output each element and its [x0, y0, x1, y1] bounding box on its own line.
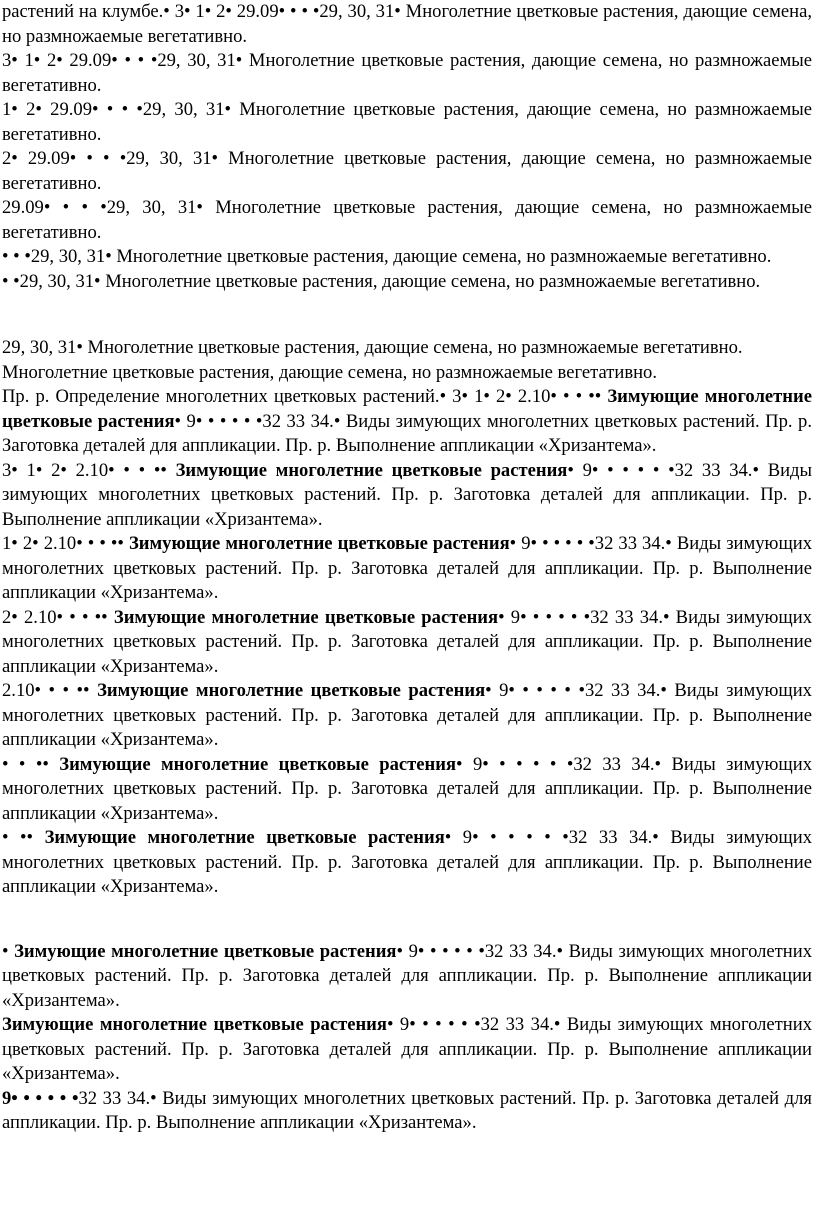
paragraph-1: растений на клумбе.• 3• 1• 2• 29.09• • • •29, 30, 31• Многолетние цветковые растения, дающие семена, но размножаемые вегетативно.: [2, 1, 812, 47]
paragraph-18: [2, 1013, 812, 1087]
paragraph-19-heading: 9• • • • • •: [2, 1087, 79, 1109]
paragraph-17-heading: Зимующие многолетние цветковые растения: [14, 940, 397, 962]
paragraph-3: 1• 2• 29.09• • • •29, 30, 31• Многолетние цветковые растения, дающие семена, но размножаемые вегетативно.: [2, 99, 812, 145]
paragraph-7: • •29, 30, 31• Многолетние цветковые растения, дающие семена, но размножаемые вегетативно.: [2, 270, 761, 292]
paragraph-9: Многолетние цветковые растения, дающие семена, но размножаемые вегетативно.: [2, 361, 657, 383]
paragraph-12-heading: Зимующие многолетние цветковые растения: [128, 533, 510, 554]
paragraph-10-pre: Пр. р. Определение многолетних цветковых растений.• 3• 1• 2• 2.10• • • ••: [2, 386, 608, 407]
paragraph-2: 3• 1• 2• 29.09• • • •29, 30, 31• Многолетние цветковые растения, дающие семена, но размножаемые вегетативно.: [2, 50, 812, 96]
paragraph-16-heading: Зимующие многолетние цветковые растения: [44, 827, 445, 848]
paragraph-13-heading: Зимующие многолетние цветковые растения: [113, 606, 499, 628]
paragraph-15-heading: Зимующие многолетние цветковые растения: [59, 753, 457, 775]
paragraph-19-post: 32 33 34.• Виды зимующих многолетних цветковых растений. Пр. р. Заготовка деталей для аппликации. Пр. р. Выполнение аппликации «Хризантема».: [2, 1087, 812, 1133]
paragraph-11-post: • 9• • • • • •32 33 34.• Виды зимующих многолетних цветковых растений. Пр. р. Заготовка деталей для аппликации. Пр. р. Выполнение аппликации «Хризантема».: [2, 459, 813, 530]
paragraph-12-pre: 1• 2• 2.10• • • ••: [2, 533, 129, 554]
paragraph-10-post: • 9• • • • • •32 33 34.• Виды зимующих многолетних цветковых растений. Пр. р. Заготовка деталей для аппликации. Пр. р. Выполнение аппликации «Хризантема».: [2, 410, 812, 456]
blank-line: [2, 900, 812, 940]
paragraph-14-post: • 9• • • • • •32 33 34.• Виды зимующих многолетних цветковых растений. Пр. р. Заготовка деталей для аппликации. Пр. р. Выполнение аппликации «Хризантема».: [2, 680, 812, 750]
paragraph-13: [2, 606, 812, 680]
paragraph-10: [2, 385, 812, 459]
paragraph-11: [2, 459, 812, 533]
paragraph-17-pre: •: [2, 940, 15, 962]
paragraph-16-pre: • ••: [2, 827, 45, 848]
paragraph-15-post: • 9• • • • • •32 33 34.• Виды зимующих многолетних цветковых растений. Пр. р. Заготовка деталей для аппликации. Пр. р. Выполнение аппликации «Хризантема».: [2, 753, 812, 824]
paragraph-12: [2, 532, 812, 606]
paragraph-14: [2, 679, 812, 753]
paragraph-14-pre: 2.10• • • ••: [2, 680, 98, 701]
paragraph-5: 29.09• • • •29, 30, 31• Многолетние цветковые растения, дающие семена, но размножаемые вегетативно.: [2, 197, 812, 243]
paragraph-4: 2• 29.09• • • •29, 30, 31• Многолетние цветковые растения, дающие семена, но размножаемые вегетативно.: [2, 148, 812, 194]
paragraph-18-post: • 9• • • • • •32 33 34.• Виды зимующих многолетних цветковых растений. Пр. р. Заготовка деталей для аппликации. Пр. р. Выполнение аппликации «Хризантема».: [2, 1014, 813, 1084]
paragraph-16-post: • 9• • • • • •32 33 34.• Виды зимующих многолетних цветковых растений. Пр. р. Заготовка деталей для аппликации. Пр. р. Выполнение аппликации «Хризантема».: [2, 827, 812, 897]
paragraph-16: [2, 826, 812, 900]
paragraph-17-post: • 9• • • • • •32 33 34.• Виды зимующих многолетних цветковых растений. Пр. р. Заготовка деталей для аппликации. Пр. р. Выполнение аппликации «Хризантема».: [2, 940, 812, 1011]
paragraph-6: • • •29, 30, 31• Многолетние цветковые растения, дающие семена, но размножаемые вегетативно.: [2, 246, 772, 267]
paragraph-12-post: • 9• • • • • •32 33 34.• Виды зимующих многолетних цветковых растений. Пр. р. Заготовка деталей для аппликации. Пр. р. Выполнение аппликации «Хризантема».: [2, 533, 813, 603]
paragraph-15-pre: • • ••: [2, 753, 60, 775]
paragraph-10-heading: Зимующие многолетние цветковые растения: [2, 386, 812, 432]
paragraph-13-pre: 2• 2.10• • • ••: [2, 606, 114, 628]
blank-line: [2, 294, 812, 336]
paragraph-15: [2, 753, 812, 827]
paragraph-11-heading: Зимующие многолетние цветковые растения: [175, 459, 568, 481]
paragraph-14-heading: Зимующие многолетние цветковые растения: [97, 680, 486, 701]
paragraph-13-post: • 9• • • • • •32 33 34.• Виды зимующих многолетних цветковых растений. Пр. р. Заготовка деталей для аппликации. Пр. р. Выполнение аппликации «Хризантема».: [2, 606, 812, 677]
paragraph-18-heading: Зимующие многолетние цветковые растения: [2, 1014, 387, 1035]
paragraph-8: 29, 30, 31• Многолетние цветковые растения, дающие семена, но размножаемые вегетативно.: [2, 337, 743, 358]
paragraph-11-pre: 3• 1• 2• 2.10• • • ••: [2, 459, 176, 481]
paragraph-19: [2, 1087, 812, 1136]
paragraph-17: [2, 940, 812, 1014]
